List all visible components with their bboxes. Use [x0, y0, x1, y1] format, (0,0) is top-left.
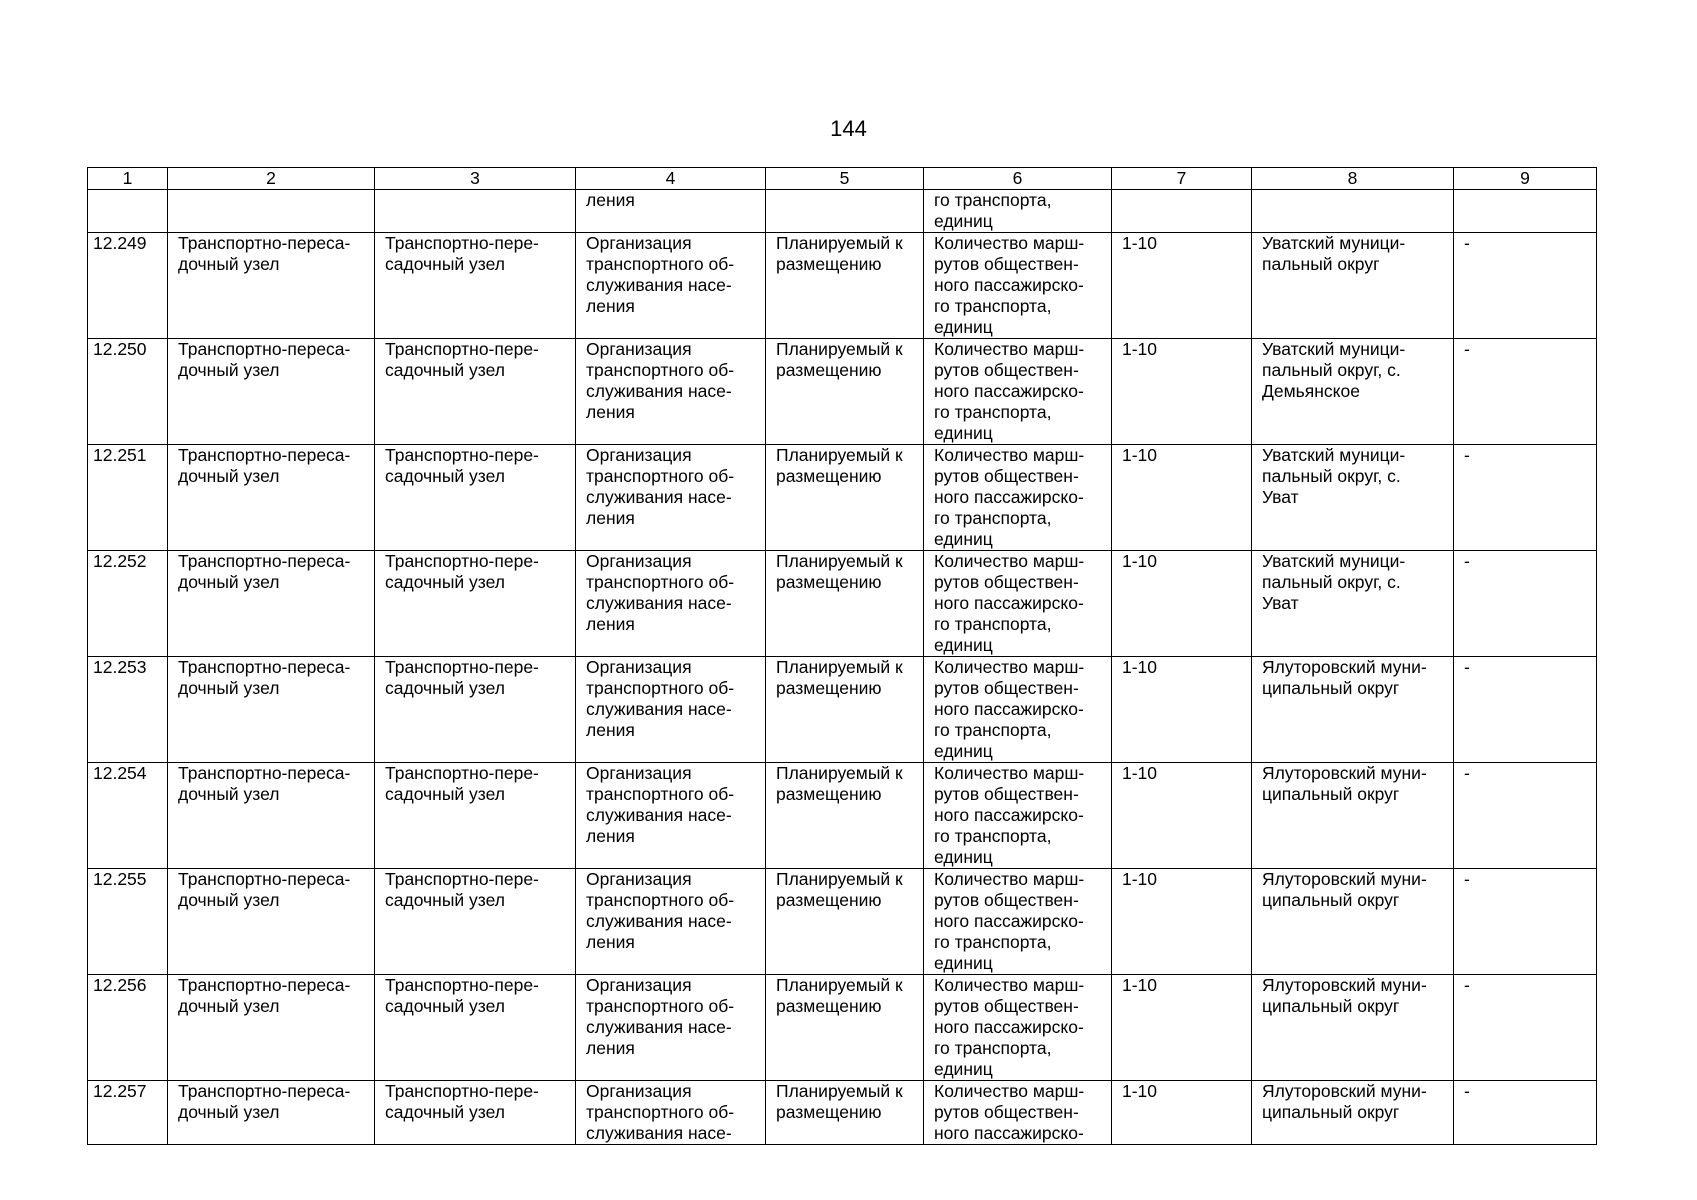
object-name-cell: [375, 190, 576, 233]
value-cell: 1-10: [1112, 551, 1252, 657]
object-name-cell: Транспортно-пере- садочный узел: [375, 445, 576, 551]
characteristic-cell: Количество марш- рутов обществен- ного пассажирско- го транспорта, единиц: [924, 763, 1112, 869]
page-number: 144: [830, 116, 867, 141]
value-cell: 1-10: [1112, 339, 1252, 445]
characteristic-cell: Количество марш- рутов обществен- ного пассажирско- го транспорта, единиц: [924, 869, 1112, 975]
value-cell: 1-10: [1112, 445, 1252, 551]
object-type-cell: [168, 190, 375, 233]
table-body: [88, 190, 1597, 1145]
object-name-cell: Транспортно-пере- садочный узел: [375, 1081, 576, 1145]
characteristic-cell: го транспорта, единиц: [924, 190, 1112, 233]
purpose-cell: Организация транспортного об- служивания насе- ления: [576, 763, 766, 869]
object-name-cell: Транспортно-пере- садочный узел: [375, 657, 576, 763]
column-header: 9: [1454, 168, 1597, 190]
table-row: [88, 190, 1597, 233]
status-cell: Планируемый к размещению: [766, 551, 924, 657]
zone-cell: -: [1454, 339, 1597, 445]
table-row: [88, 551, 1597, 657]
column-header: 4: [576, 168, 766, 190]
location-cell: Ялуторовский муни- ципальный округ: [1252, 763, 1454, 869]
status-cell: Планируемый к размещению: [766, 1081, 924, 1145]
object-name-cell: Транспортно-пере- садочный узел: [375, 233, 576, 339]
column-header: 6: [924, 168, 1112, 190]
object-type-cell: Транспортно-переса- дочный узел: [168, 1081, 375, 1145]
table-row: [88, 869, 1597, 975]
status-cell: Планируемый к размещению: [766, 975, 924, 1081]
object-type-cell: Транспортно-переса- дочный узел: [168, 657, 375, 763]
zone-cell: -: [1454, 869, 1597, 975]
row-number-cell: 12.254: [88, 763, 168, 869]
object-type-cell: Транспортно-переса- дочный узел: [168, 869, 375, 975]
status-cell: [766, 190, 924, 233]
object-name-cell: Транспортно-пере- садочный узел: [375, 551, 576, 657]
purpose-cell: Организация транспортного об- служивания насе- ления: [576, 233, 766, 339]
characteristic-cell: Количество марш- рутов обществен- ного пассажирско- го транспорта, единиц: [924, 445, 1112, 551]
zone-cell: [1454, 190, 1597, 233]
value-cell: 1-10: [1112, 869, 1252, 975]
value-cell: 1-10: [1112, 763, 1252, 869]
characteristic-cell: Количество марш- рутов обществен- ного пассажирско- го транспорта, единиц: [924, 551, 1112, 657]
row-number-cell: 12.250: [88, 339, 168, 445]
header-row: [88, 168, 1597, 190]
value-cell: 1-10: [1112, 975, 1252, 1081]
value-cell: 1-10: [1112, 233, 1252, 339]
purpose-cell: ления: [576, 190, 766, 233]
purpose-cell: Организация транспортного об- служивания насе- ления: [576, 869, 766, 975]
data-table: [87, 167, 1597, 1145]
characteristic-cell: Количество марш- рутов обществен- ного пассажирско- го транспорта, единиц: [924, 657, 1112, 763]
characteristic-cell: Количество марш- рутов обществен- ного пассажирско- го транспорта, единиц: [924, 975, 1112, 1081]
row-number-cell: 12.249: [88, 233, 168, 339]
object-name-cell: Транспортно-пере- садочный узел: [375, 339, 576, 445]
value-cell: 1-10: [1112, 1081, 1252, 1145]
table-row: [88, 657, 1597, 763]
location-cell: Ялуторовский муни- ципальный округ: [1252, 975, 1454, 1081]
value-cell: 1-10: [1112, 657, 1252, 763]
table-header: [88, 168, 1597, 190]
location-cell: Ялуторовский муни- ципальный округ: [1252, 869, 1454, 975]
table-row: [88, 339, 1597, 445]
status-cell: Планируемый к размещению: [766, 657, 924, 763]
object-name-cell: Транспортно-пере- садочный узел: [375, 869, 576, 975]
zone-cell: -: [1454, 445, 1597, 551]
object-name-cell: Транспортно-пере- садочный узел: [375, 975, 576, 1081]
object-type-cell: Транспортно-переса- дочный узел: [168, 551, 375, 657]
row-number-cell: 12.256: [88, 975, 168, 1081]
location-cell: Ялуторовский муни- ципальный округ: [1252, 1081, 1454, 1145]
zone-cell: -: [1454, 1081, 1597, 1145]
object-name-cell: Транспортно-пере- садочный узел: [375, 763, 576, 869]
purpose-cell: Организация транспортного об- служивания насе- ления: [576, 551, 766, 657]
object-type-cell: Транспортно-переса- дочный узел: [168, 763, 375, 869]
location-cell: Уватский муници- пальный округ, с. Уват: [1252, 551, 1454, 657]
column-header: 8: [1252, 168, 1454, 190]
row-number-cell: 12.253: [88, 657, 168, 763]
status-cell: Планируемый к размещению: [766, 763, 924, 869]
characteristic-cell: Количество марш- рутов обществен- ного пассажирско-: [924, 1081, 1112, 1145]
table-row: [88, 763, 1597, 869]
object-type-cell: Транспортно-переса- дочный узел: [168, 445, 375, 551]
zone-cell: -: [1454, 975, 1597, 1081]
object-type-cell: Транспортно-переса- дочный узел: [168, 975, 375, 1081]
row-number-cell: 12.255: [88, 869, 168, 975]
row-number-cell: [88, 190, 168, 233]
status-cell: Планируемый к размещению: [766, 233, 924, 339]
column-header: 5: [766, 168, 924, 190]
column-header: 2: [168, 168, 375, 190]
table-row: [88, 1081, 1597, 1145]
purpose-cell: Организация транспортного об- служивания насе- ления: [576, 339, 766, 445]
status-cell: Планируемый к размещению: [766, 339, 924, 445]
zone-cell: -: [1454, 233, 1597, 339]
column-header: 3: [375, 168, 576, 190]
object-type-cell: Транспортно-переса- дочный узел: [168, 233, 375, 339]
table-row: [88, 233, 1597, 339]
zone-cell: -: [1454, 657, 1597, 763]
location-cell: Ялуторовский муни- ципальный округ: [1252, 657, 1454, 763]
column-header: 7: [1112, 168, 1252, 190]
value-cell: [1112, 190, 1252, 233]
purpose-cell: Организация транспортного об- служивания насе- ления: [576, 657, 766, 763]
characteristic-cell: Количество марш- рутов обществен- ного пассажирско- го транспорта, единиц: [924, 339, 1112, 445]
row-number-cell: 12.257: [88, 1081, 168, 1145]
location-cell: [1252, 190, 1454, 233]
purpose-cell: Организация транспортного об- служивания насе- ления: [576, 975, 766, 1081]
object-type-cell: Транспортно-переса- дочный узел: [168, 339, 375, 445]
table-row: [88, 445, 1597, 551]
column-header: 1: [88, 168, 168, 190]
characteristic-cell: Количество марш- рутов обществен- ного пассажирско- го транспорта, единиц: [924, 233, 1112, 339]
status-cell: Планируемый к размещению: [766, 445, 924, 551]
purpose-cell: Организация транспортного об- служивания насе-: [576, 1081, 766, 1145]
zone-cell: -: [1454, 763, 1597, 869]
status-cell: Планируемый к размещению: [766, 869, 924, 975]
table-row: [88, 975, 1597, 1081]
row-number-cell: 12.252: [88, 551, 168, 657]
row-number-cell: 12.251: [88, 445, 168, 551]
location-cell: Уватский муници- пальный округ, с. Демьянское: [1252, 339, 1454, 445]
zone-cell: -: [1454, 551, 1597, 657]
location-cell: Уватский муници- пальный округ, с. Уват: [1252, 445, 1454, 551]
location-cell: Уватский муници- пальный округ: [1252, 233, 1454, 339]
purpose-cell: Организация транспортного об- служивания насе- ления: [576, 445, 766, 551]
